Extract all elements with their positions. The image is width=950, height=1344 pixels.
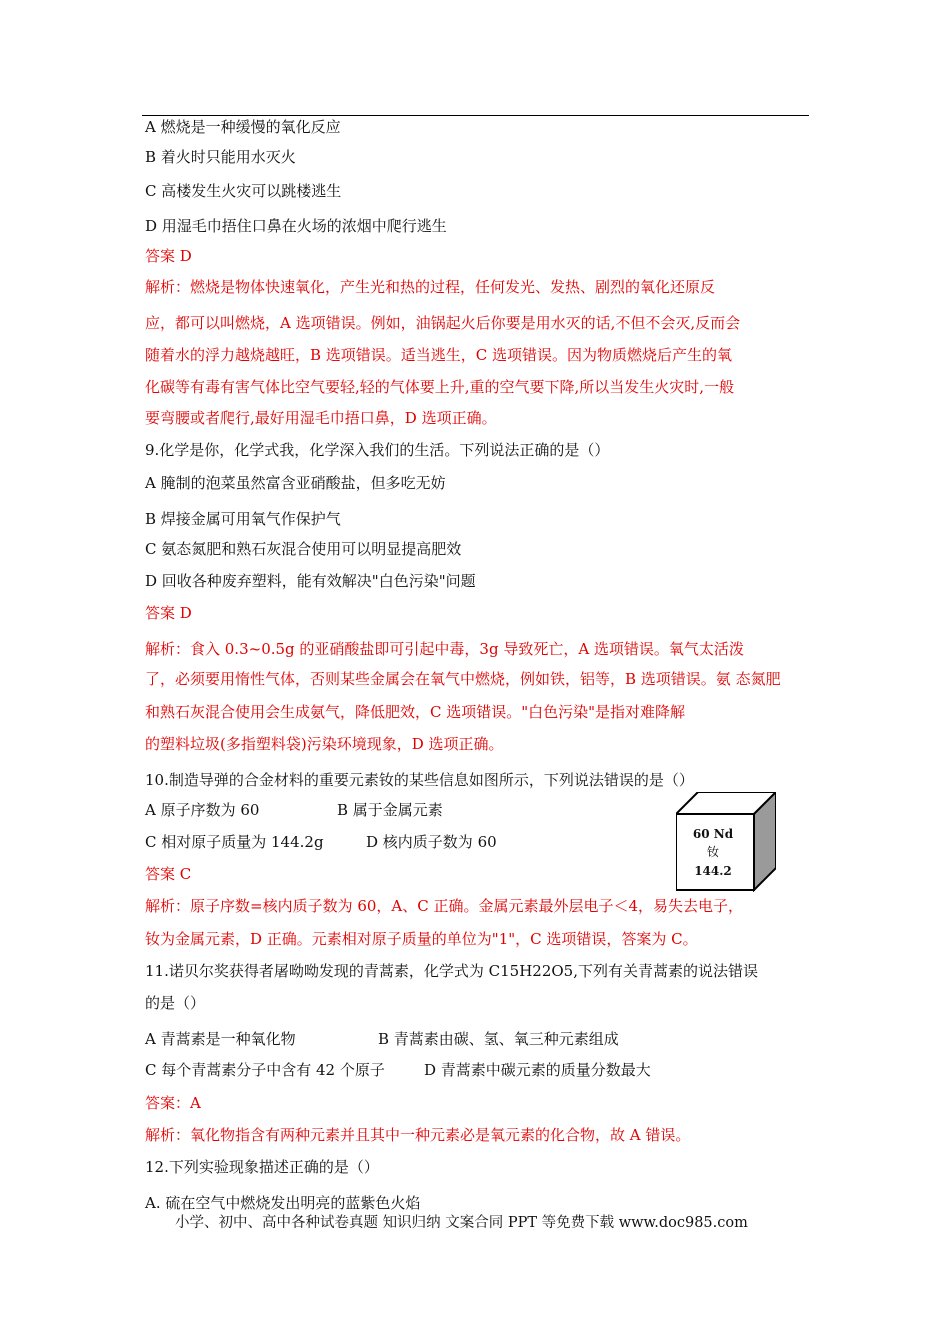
q8-option-d: D 用湿毛巾捂住口鼻在火场的浓烟中爬行逃生 bbox=[145, 217, 447, 235]
q10-stem: 10.制造导弹的合金材料的重要元素钕的某些信息如图所示，下列说法错误的是（） bbox=[145, 771, 694, 789]
q11-option-a: A 青蒿素是一种氧化物 bbox=[145, 1030, 296, 1048]
q8-answer: 答案 D bbox=[145, 247, 192, 265]
q10-option-a: A 原子序数为 60 bbox=[145, 801, 260, 819]
q9-option-a: A 腌制的泡菜虽然富含亚硝酸盐，但多吃无妨 bbox=[145, 474, 446, 492]
q10-option-b: B 属于金属元素 bbox=[337, 801, 443, 819]
q8-analysis-line: 解析：燃烧是物体快速氧化，产生光和热的过程，任何发光、发热、剧烈的氧化还原反 bbox=[145, 278, 716, 296]
q10-analysis-line: 解析：原子序数=核内质子数为 60，A、C 正确。金属元素最外层电子＜4，易失去电子， bbox=[145, 897, 744, 915]
page-footer: 小学、初中、高中各种试卷真题 知识归纳 文案合同 PPT 等免费下载 www.doc985.com bbox=[175, 1215, 748, 1231]
q9-stem: 9.化学是你，化学式我，化学深入我们的生活。下列说法正确的是（） bbox=[145, 441, 610, 459]
q10-option-d: D 核内质子数为 60 bbox=[366, 833, 497, 851]
q8-analysis-line: 应，都可以叫燃烧，A 选项错误。例如，油锅起火后你要是用水灭的话,不但不会灭,反而会 bbox=[145, 314, 741, 332]
q8-option-a: A 燃烧是一种缓慢的氧化反应 bbox=[145, 118, 341, 136]
q9-option-d: D 回收各种废弃塑料，能有效解决"白色污染"问题 bbox=[145, 572, 476, 590]
q11-option-d: D 青蒿素中碳元素的质量分数最大 bbox=[424, 1061, 651, 1079]
q8-analysis-line: 化碳等有毒有害气体比空气要轻,轻的气体要上升,重的空气要下降,所以当发生火灾时,一般 bbox=[145, 378, 735, 396]
q8-option-c: C 高楼发生火灾可以跳楼逃生 bbox=[145, 182, 342, 200]
q11-analysis: 解析：氧化物指含有两种元素并且其中一种元素必是氧元素的化合物，故 A 错误。 bbox=[145, 1126, 691, 1144]
q9-answer: 答案 D bbox=[145, 604, 192, 622]
q10-answer: 答案 C bbox=[145, 865, 192, 883]
element-name: 钕 bbox=[706, 845, 719, 859]
q9-option-b: B 焊接金属可用氧气作保护气 bbox=[145, 510, 341, 528]
q8-option-b: B 着火时只能用水灭火 bbox=[145, 148, 296, 166]
q11-option-b: B 青蒿素由碳、氢、氧三种元素组成 bbox=[378, 1030, 619, 1048]
q11-stem: 的是（） bbox=[145, 994, 206, 1012]
q9-option-c: C 氨态氮肥和熟石灰混合使用可以明显提高肥效 bbox=[145, 540, 462, 558]
q8-analysis-line: 要弯腰或者爬行,最好用湿毛巾捂口鼻，D 选项正确。 bbox=[145, 409, 497, 427]
q10-option-c: C 相对原子质量为 144.2g bbox=[145, 833, 324, 851]
element-mass: 144.2 bbox=[694, 864, 732, 878]
element-number-symbol: 60 Nd bbox=[692, 827, 734, 841]
header-rule bbox=[142, 115, 809, 116]
q12-stem: 12.下列实验现象描述正确的是（） bbox=[145, 1158, 379, 1176]
q11-option-c: C 每个青蒿素分子中含有 42 个原子 bbox=[145, 1061, 385, 1079]
q10-analysis-line: 钕为金属元素，D 正确。元素相对原子质量的单位为"1"，C 选项错误，答案为 C。 bbox=[145, 930, 698, 948]
q11-answer: 答案：A bbox=[145, 1094, 201, 1112]
q9-analysis-line: 的塑料垃圾(多指塑料袋)污染环境现象，D 选项正确。 bbox=[145, 735, 504, 753]
q12-option-a: A. 硫在空气中燃烧发出明亮的蓝紫色火焰 bbox=[145, 1194, 421, 1212]
q9-analysis-line: 解析：食入 0.3~0.5g 的亚硝酸盐即可引起中毒，3g 导致死亡，A 选项错误。氧气太活泼 bbox=[145, 640, 744, 658]
q9-analysis-line: 和熟石灰混合使用会生成氨气，降低肥效，C 选项错误。"白色污染"是指对难降解 bbox=[145, 703, 686, 721]
q11-stem: 11.诺贝尔奖获得者屠呦呦发现的青蒿素，化学式为 C15H22O5,下列有关青蒿素的说法错误 bbox=[145, 962, 758, 980]
q8-analysis-line: 随着水的浮力越烧越旺，B 选项错误。适当逃生，C 选项错误。因为物质燃烧后产生的氧 bbox=[145, 346, 733, 364]
q9-analysis-line: 了，必须要用惰性气体，否则某些金属会在氧气中燃烧，例如铁，铝等，B 选项错误。氨 态氮肥 bbox=[145, 670, 781, 688]
